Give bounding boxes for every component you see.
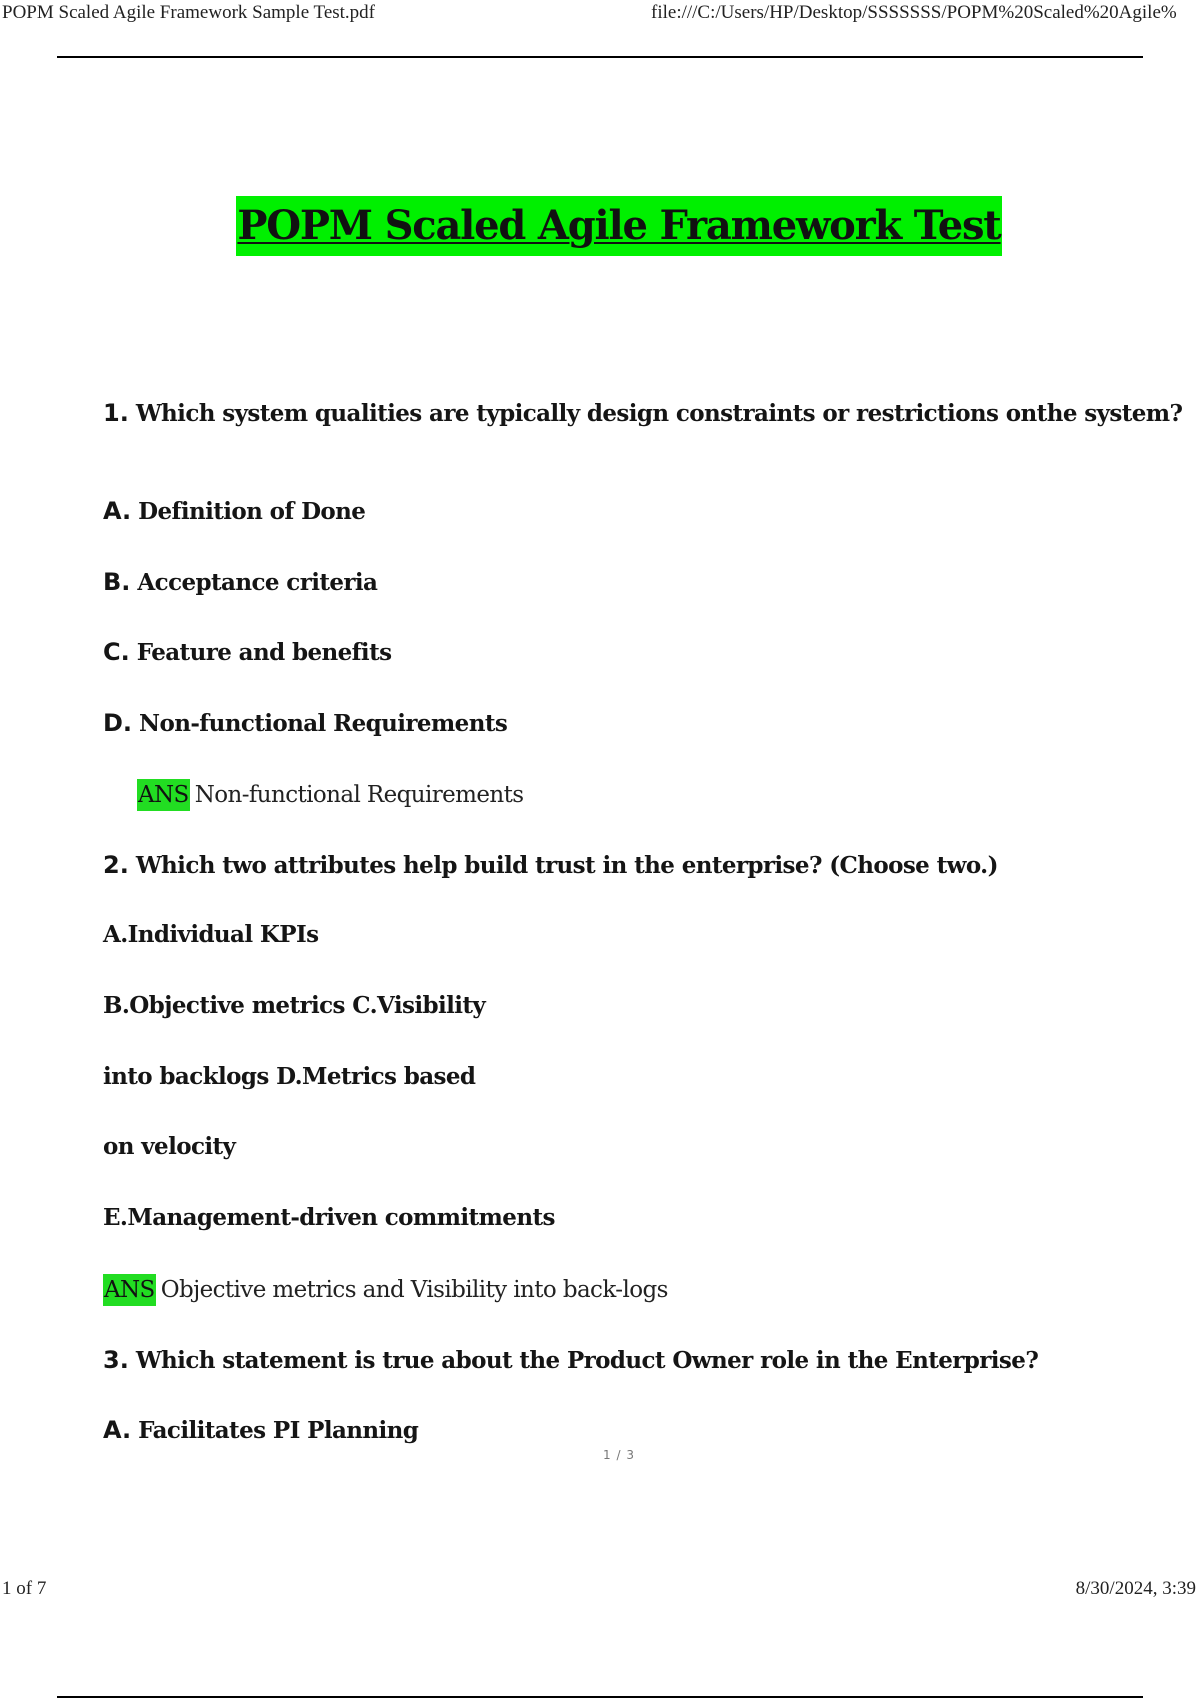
document-filename: POPM Scaled Agile Framework Sample Test.pdf xyxy=(2,2,376,23)
q1-option-a xyxy=(103,496,365,527)
footer-divider xyxy=(57,1696,1143,1698)
q2-answer xyxy=(103,1274,668,1306)
q2-line-4: on velocity xyxy=(103,1133,236,1160)
q1-answer-text: Non-functional Requirements xyxy=(194,782,524,808)
question-2-text: Which two attributes help build trust in the enterprise? (Choose two.) xyxy=(135,852,998,879)
q2-answer-text: Objective metrics and Visibility into back-logs xyxy=(160,1277,668,1303)
q1-option-b-text: Acceptance criteria xyxy=(137,569,378,596)
q1-option-d-label: D. xyxy=(103,709,133,737)
q1-option-c-text: Feature and benefits xyxy=(136,639,392,666)
q2-answer-tag: ANS xyxy=(103,1274,156,1306)
print-datetime: 8/30/2024, 3:39 xyxy=(1075,1578,1196,1599)
page-title xyxy=(0,196,1200,256)
q2-line-3: into backlogs D.Metrics based xyxy=(103,1063,476,1090)
question-1 xyxy=(103,398,1182,429)
q1-answer-tag: ANS xyxy=(137,779,190,811)
page-count: 1 of 7 xyxy=(2,1578,47,1599)
q1-option-d xyxy=(103,708,507,739)
q3-option-a-text: Facilitates PI Planning xyxy=(138,1417,419,1444)
question-1-text: Which system qualities are typically design constraints or restrictions onthe system? xyxy=(135,400,1183,427)
q3-option-a-label: A. xyxy=(103,1416,132,1444)
question-3-number: 3. xyxy=(103,1346,129,1374)
q1-option-a-text: Definition of Done xyxy=(138,498,366,525)
page-indicator: 1 / 3 xyxy=(603,1448,635,1462)
question-2 xyxy=(103,850,998,881)
header-divider xyxy=(57,56,1143,58)
question-2-number: 2. xyxy=(103,851,129,879)
q1-option-c-label: C. xyxy=(103,638,130,666)
q1-option-b xyxy=(103,567,377,598)
q1-option-c xyxy=(103,637,391,668)
question-3 xyxy=(103,1345,1038,1376)
q1-answer xyxy=(137,779,523,811)
question-1-number: 1. xyxy=(103,399,129,427)
question-3-text: Which statement is true about the Product Owner role in the Enterprise? xyxy=(135,1347,1039,1374)
q2-line-5: E.Management-driven commitments xyxy=(103,1204,555,1231)
q2-line-2: B.Objective metrics C.Visibility xyxy=(103,992,486,1019)
q1-option-b-label: B. xyxy=(103,568,131,596)
page-title-text: POPM Scaled Agile Framework Test xyxy=(236,196,1001,256)
document-url: file:///C:/Users/HP/Desktop/SSSSSSS/POPM%20Scaled%20Agile% xyxy=(651,2,1177,23)
q1-option-a-label: A. xyxy=(103,497,132,525)
q1-option-d-text: Non-functional Requirements xyxy=(139,710,508,737)
q2-line-1: A.Individual KPIs xyxy=(103,921,319,948)
q3-option-a xyxy=(103,1415,418,1446)
